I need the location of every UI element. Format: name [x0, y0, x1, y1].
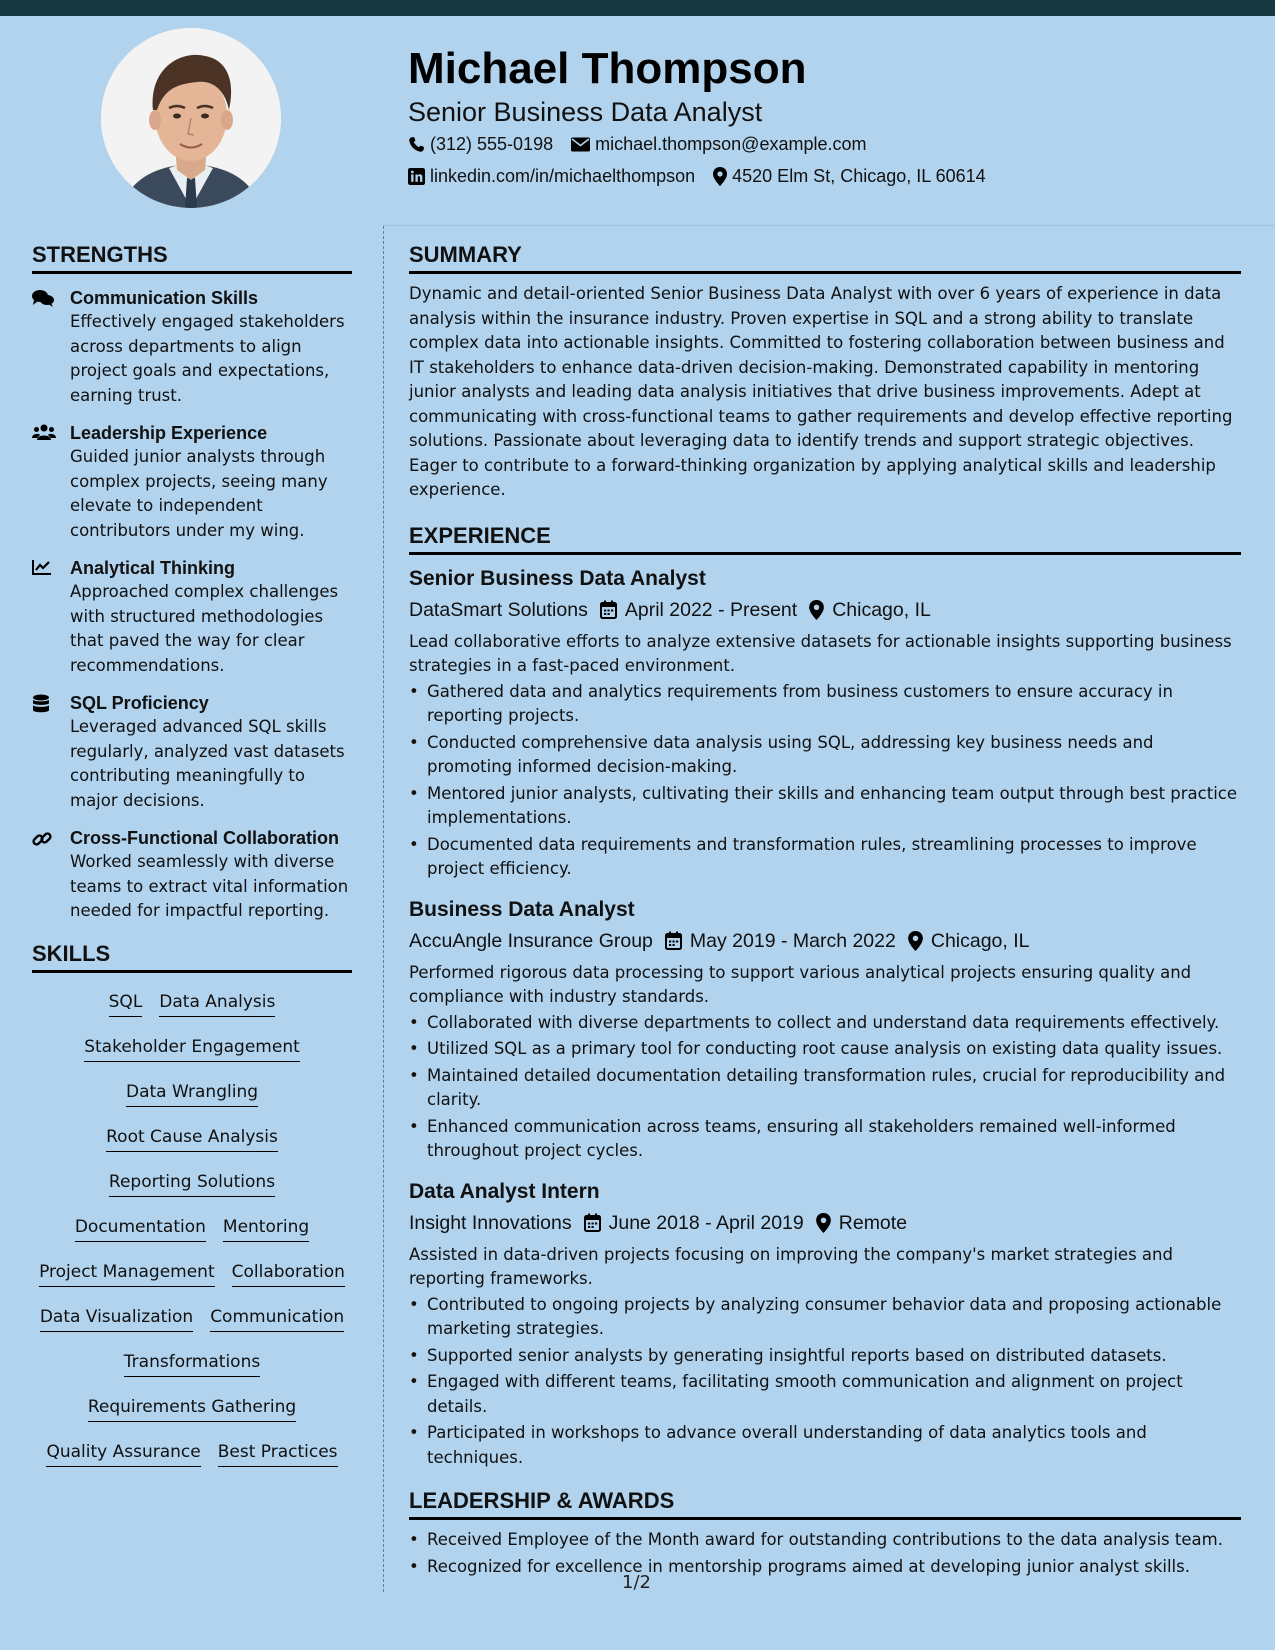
- header-divider: [383, 225, 1275, 226]
- contact-row-1: [408, 128, 1248, 160]
- award-item: • Received Employee of the Month award for outstanding contributions to the data analysis team.: [409, 1528, 1241, 1553]
- calendar-icon: [584, 1213, 601, 1232]
- candidate-name: Michael Thompson: [408, 44, 807, 93]
- database-icon: [32, 694, 50, 714]
- award-item: • Recognized for excellence in mentorship programs aimed at developing junior analyst skills.: [409, 1555, 1241, 1580]
- job-bullet: • Enhanced communication across teams, ensuring all stakeholders remained well-informed throughout project cycles.: [409, 1115, 1241, 1164]
- job-entry: [409, 1178, 1241, 1471]
- strength-desc: Effectively engaged stakeholders across departments to align project goals and expectations, earning trust.: [70, 312, 345, 405]
- skill-row: [32, 1071, 352, 1116]
- contact-row-2: [408, 160, 1248, 192]
- map-pin-icon: [816, 1213, 831, 1233]
- right-column: [409, 240, 1241, 1581]
- job-bullet: • Collaborated with diverse departments to collect and understand data requirements effectively.: [409, 1011, 1241, 1036]
- skill-tag: Requirements Gathering: [88, 1395, 296, 1422]
- skill-tag: SQL: [109, 990, 143, 1017]
- job-description: Assisted in data-driven projects focusing on improving the company's market strategies and reporting frameworks.: [409, 1244, 1173, 1288]
- candidate-title: Senior Business Data Analyst: [408, 97, 763, 127]
- linkedin-link[interactable]: linkedin.com/in/michaelthompson: [430, 165, 696, 186]
- strengths-list: [32, 286, 352, 924]
- job-location: Remote: [838, 1211, 908, 1234]
- job-dates: May 2019 - March 2022: [689, 929, 896, 952]
- line-chart-icon: [32, 559, 52, 575]
- envelope-icon: [571, 137, 590, 152]
- skills-list: [32, 981, 352, 1476]
- phone-text: (312) 555-0198: [430, 133, 554, 154]
- phone-icon: [408, 136, 425, 153]
- job-bullets: [409, 1011, 1241, 1164]
- skill-tag: Root Cause Analysis: [106, 1125, 278, 1152]
- skill-tag: Communication: [210, 1305, 344, 1332]
- calendar-icon: [665, 931, 682, 950]
- job-bullet: • Conducted comprehensive data analysis using SQL, addressing key business needs and promoting informed decision-making.: [409, 731, 1241, 780]
- skill-row: [32, 1251, 352, 1296]
- strength-title: Cross-Functional Collaboration: [70, 828, 340, 848]
- strength-item: [32, 691, 352, 813]
- skill-tag: Stakeholder Engagement: [84, 1035, 300, 1062]
- linkedin-contact[interactable]: [408, 166, 695, 187]
- skill-row: [32, 1296, 352, 1341]
- job-role: Senior Business Data Analyst: [409, 566, 706, 590]
- skill-tag: Data Visualization: [40, 1305, 193, 1332]
- link-icon: [32, 829, 52, 849]
- top-accent-bar: [0, 0, 1275, 16]
- profile-photo: [101, 28, 281, 208]
- skill-row: [32, 1431, 352, 1476]
- job-bullet: • Mentored junior analysts, cultivating their skills and enhancing team output through best practice implementations.: [409, 782, 1241, 831]
- job-entry: [409, 565, 1241, 882]
- strength-item: [32, 826, 352, 924]
- linkedin-icon: [408, 168, 425, 185]
- job-bullet: • Engaged with different teams, facilitating smooth communication and alignment on project details.: [409, 1370, 1241, 1419]
- calendar-icon: [600, 600, 617, 619]
- strength-desc: Guided junior analysts through complex projects, seeing many elevate to independent contributors under my wing.: [70, 447, 328, 540]
- skill-row: [32, 1206, 352, 1251]
- skills-heading: SKILLS: [32, 939, 352, 973]
- skill-tag: Project Management: [39, 1260, 215, 1287]
- summary-text: Dynamic and detail-oriented Senior Business Data Analyst with over 6 years of experience in data analysis within the insurance industry. Proven expertise in SQL and a strong ability to translate complex data into actionable insights. Committed to fostering collaboration between business and IT stakeholders to enhance data-driven decision-making. Demonstrated capability in mentoring junior analysts and leading data analysis initiatives that drive business improvements. Adept at communicating with cross-functional teams to gather requirements and develop effective reporting solutions. Passionate about leveraging data to identify trends and support strategic objectives. Eager to contribute to a forward-thinking organization by applying analytical skills and leadership experience.: [409, 284, 1233, 499]
- skill-row: [32, 981, 352, 1026]
- strength-item: [32, 421, 352, 543]
- strength-item: [32, 556, 352, 678]
- strength-desc: Leveraged advanced SQL skills regularly, analyzed vast datasets contributing meaningfully to major decisions.: [70, 717, 345, 810]
- job-description: Lead collaborative efforts to analyze extensive datasets for actionable insights supporting business strategies in a fast-paced environment.: [409, 631, 1232, 675]
- column-divider: [383, 226, 384, 1592]
- users-icon: [32, 424, 56, 440]
- job-company: Insight Innovations: [409, 1211, 572, 1234]
- strength-item: [32, 286, 352, 408]
- job-bullet: • Utilized SQL as a primary tool for conducting root cause analysis on existing data quality issues.: [409, 1037, 1241, 1062]
- left-column: [32, 240, 352, 1476]
- job-dates: June 2018 - April 2019: [608, 1211, 804, 1234]
- skill-tag: Best Practices: [218, 1440, 338, 1467]
- job-bullet: • Maintained detailed documentation detailing transformation rules, crucial for reproducibility and clarity.: [409, 1064, 1241, 1113]
- skill-row: [32, 1341, 352, 1386]
- email-contact[interactable]: [571, 134, 866, 155]
- map-pin-icon: [809, 600, 824, 620]
- page-number: 1/2: [622, 1572, 651, 1593]
- skill-tag: Data Wrangling: [126, 1080, 258, 1107]
- skill-tag: Quality Assurance: [46, 1440, 200, 1467]
- address-text: 4520 Elm St, Chicago, IL 60614: [732, 165, 986, 186]
- job-meta: [409, 1207, 1241, 1239]
- skill-tag: Data Analysis: [159, 990, 275, 1017]
- skill-tag: Mentoring: [223, 1215, 309, 1242]
- job-bullets: [409, 1293, 1241, 1471]
- job-location: Chicago, IL: [930, 929, 1030, 952]
- job-bullet: • Participated in workshops to advance overall understanding of data analytics tools and techniques.: [409, 1421, 1241, 1470]
- job-bullet: • Contributed to ongoing projects by analyzing consumer behavior data and proposing actionable marketing strategies.: [409, 1293, 1241, 1342]
- strength-title: Leadership Experience: [70, 423, 268, 443]
- skill-tag: Reporting Solutions: [109, 1170, 275, 1197]
- job-bullet: • Gathered data and analytics requirements from business customers to ensure accuracy in reporting projects.: [409, 680, 1241, 729]
- strength-desc: Worked seamlessly with diverse teams to extract vital information needed for impactful reporting.: [70, 852, 349, 920]
- job-meta: [409, 925, 1241, 957]
- job-bullet: • Supported senior analysts by generating insightful reports based on distributed datasets.: [409, 1344, 1241, 1369]
- job-dates: April 2022 - Present: [624, 598, 798, 621]
- phone-contact: [408, 134, 553, 155]
- skill-row: [32, 1026, 352, 1071]
- job-meta: [409, 594, 1241, 626]
- job-company: AccuAngle Insurance Group: [409, 929, 653, 952]
- skill-tag: Collaboration: [232, 1260, 345, 1287]
- skill-row: [32, 1386, 352, 1431]
- summary-heading: SUMMARY: [409, 240, 1241, 274]
- skill-tag: Transformations: [124, 1350, 260, 1377]
- comments-icon: [32, 289, 54, 307]
- skill-row: [32, 1161, 352, 1206]
- job-bullets: [409, 680, 1241, 882]
- email-link[interactable]: michael.thompson@example.com: [595, 133, 867, 154]
- experience-heading: EXPERIENCE: [409, 521, 1241, 555]
- awards-heading: LEADERSHIP & AWARDS: [409, 1486, 1241, 1520]
- job-role: Data Analyst Intern: [409, 1179, 600, 1203]
- map-pin-icon: [713, 167, 727, 186]
- skill-row: [32, 1116, 352, 1161]
- job-role: Business Data Analyst: [409, 897, 635, 921]
- address-contact: [713, 166, 986, 187]
- strengths-heading: STRENGTHS: [32, 240, 352, 274]
- job-bullet: • Documented data requirements and transformation rules, streamlining processes to improve project efficiency.: [409, 833, 1241, 882]
- strength-title: Communication Skills: [70, 288, 259, 308]
- job-company: DataSmart Solutions: [409, 598, 588, 621]
- map-pin-icon: [908, 931, 923, 951]
- job-entry: [409, 896, 1241, 1164]
- resume-header: [408, 42, 1248, 192]
- job-description: Performed rigorous data processing to support various analytical projects ensuring quality and compliance with industry standards.: [409, 962, 1192, 1006]
- awards-list: [409, 1528, 1241, 1579]
- strength-title: SQL Proficiency: [70, 693, 209, 713]
- strength-title: Analytical Thinking: [70, 558, 236, 578]
- job-location: Chicago, IL: [832, 598, 931, 621]
- skill-tag: Documentation: [75, 1215, 206, 1242]
- strength-desc: Approached complex challenges with structured methodologies that paved the way for clear recommendations.: [70, 582, 339, 675]
